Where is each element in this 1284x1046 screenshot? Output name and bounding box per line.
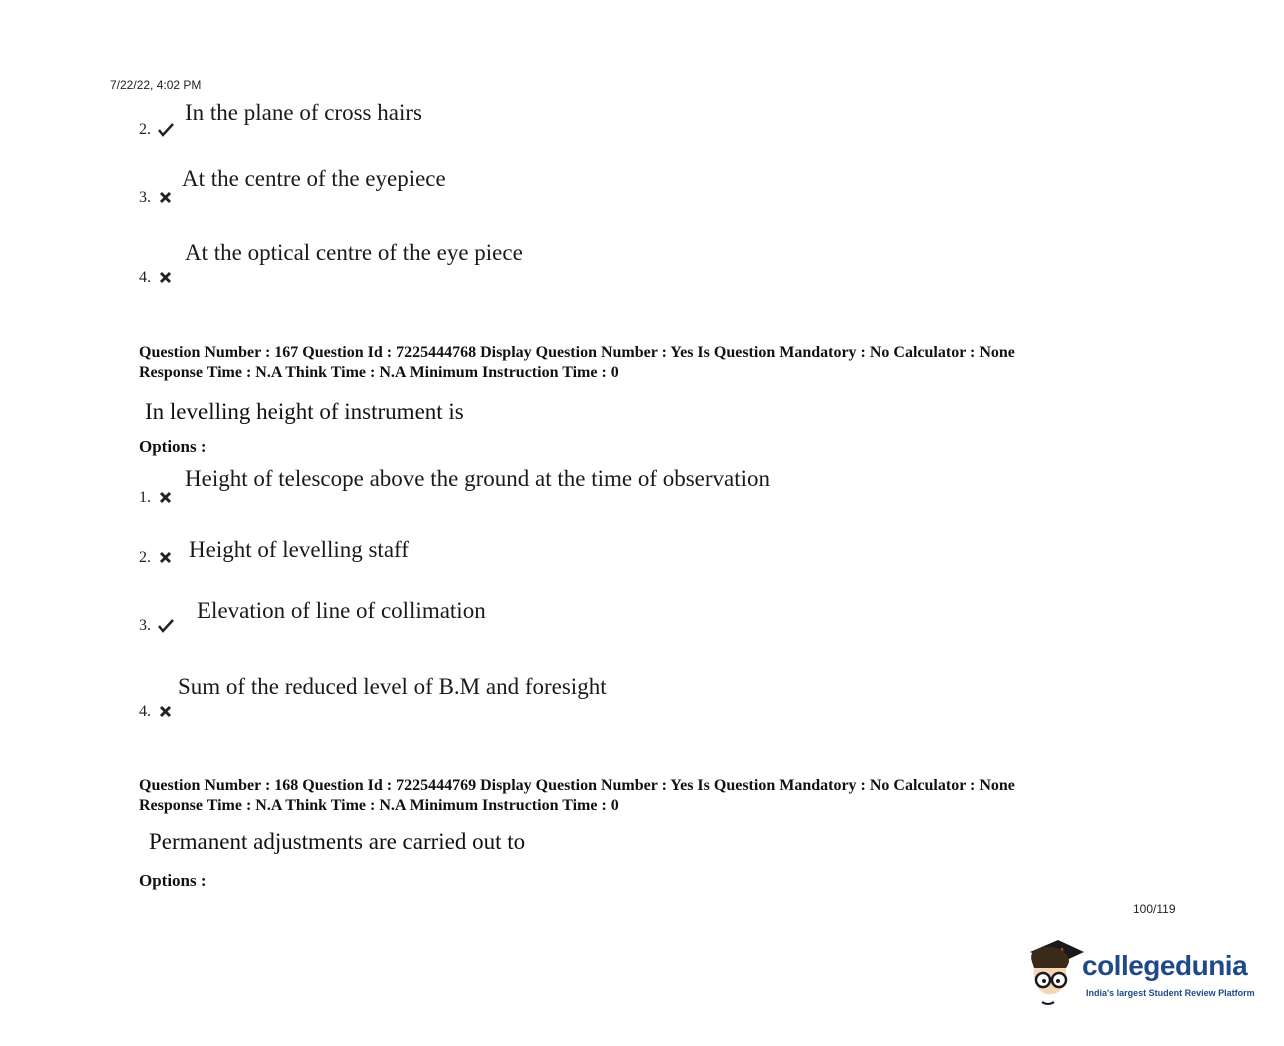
option-row <box>139 549 174 567</box>
option-number: 3. <box>139 189 151 206</box>
option-row <box>139 189 174 207</box>
mascot-icon <box>1022 938 1084 1008</box>
option-text: Height of telescope above the ground at the time of observation <box>185 466 771 491</box>
question-text: In levelling height of instrument is <box>145 399 464 424</box>
question-meta-line: Question Number : 168 Question Id : 7225444769 Display Question Number : Yes Is Question Mandatory : No Calculator : None <box>139 777 1015 794</box>
check-icon <box>158 123 174 137</box>
logo-tagline: India's largest Student Review Platform <box>1086 988 1255 998</box>
question-meta-line: Response Time : N.A Think Time : N.A Minimum Instruction Time : 0 <box>139 364 619 381</box>
print-timestamp: 7/22/22, 4:02 PM <box>110 78 202 92</box>
option-row <box>139 489 174 507</box>
question-text: Permanent adjustments are carried out to <box>149 829 526 854</box>
option-number: 2. <box>139 121 151 138</box>
cross-icon <box>158 191 174 205</box>
question-meta-line: Response Time : N.A Think Time : N.A Minimum Instruction Time : 0 <box>139 797 619 814</box>
option-text: At the centre of the eyepiece <box>182 166 446 191</box>
option-number: 4. <box>139 269 151 286</box>
question-meta <box>139 776 1015 816</box>
check-icon <box>158 619 174 633</box>
option-row <box>139 617 174 635</box>
option-number: 2. <box>139 549 151 566</box>
option-row <box>139 269 174 287</box>
brand-logo <box>1022 938 1262 1010</box>
options-label: Options : <box>139 871 207 890</box>
option-text: Height of levelling staff <box>189 537 409 562</box>
option-number: 1. <box>139 489 151 506</box>
option-text: Sum of the reduced level of B.M and foresight <box>178 674 607 699</box>
option-text: At the optical centre of the eye piece <box>185 240 523 265</box>
cross-icon <box>158 705 174 719</box>
cross-icon <box>158 551 174 565</box>
options-label: Options : <box>139 437 207 456</box>
logo-name: collegedunia <box>1082 950 1248 981</box>
question-meta-line: Question Number : 167 Question Id : 7225444768 Display Question Number : Yes Is Question Mandatory : No Calculator : None <box>139 344 1015 361</box>
option-number: 3. <box>139 617 151 634</box>
option-number: 4. <box>139 703 151 720</box>
cross-icon <box>158 271 174 285</box>
option-row <box>139 121 174 139</box>
option-text: In the plane of cross hairs <box>185 100 422 125</box>
option-row <box>139 703 174 721</box>
page-number: 100/119 <box>1133 902 1176 916</box>
question-meta <box>139 343 1015 383</box>
cross-icon <box>158 491 174 505</box>
option-text: Elevation of line of collimation <box>197 598 486 623</box>
